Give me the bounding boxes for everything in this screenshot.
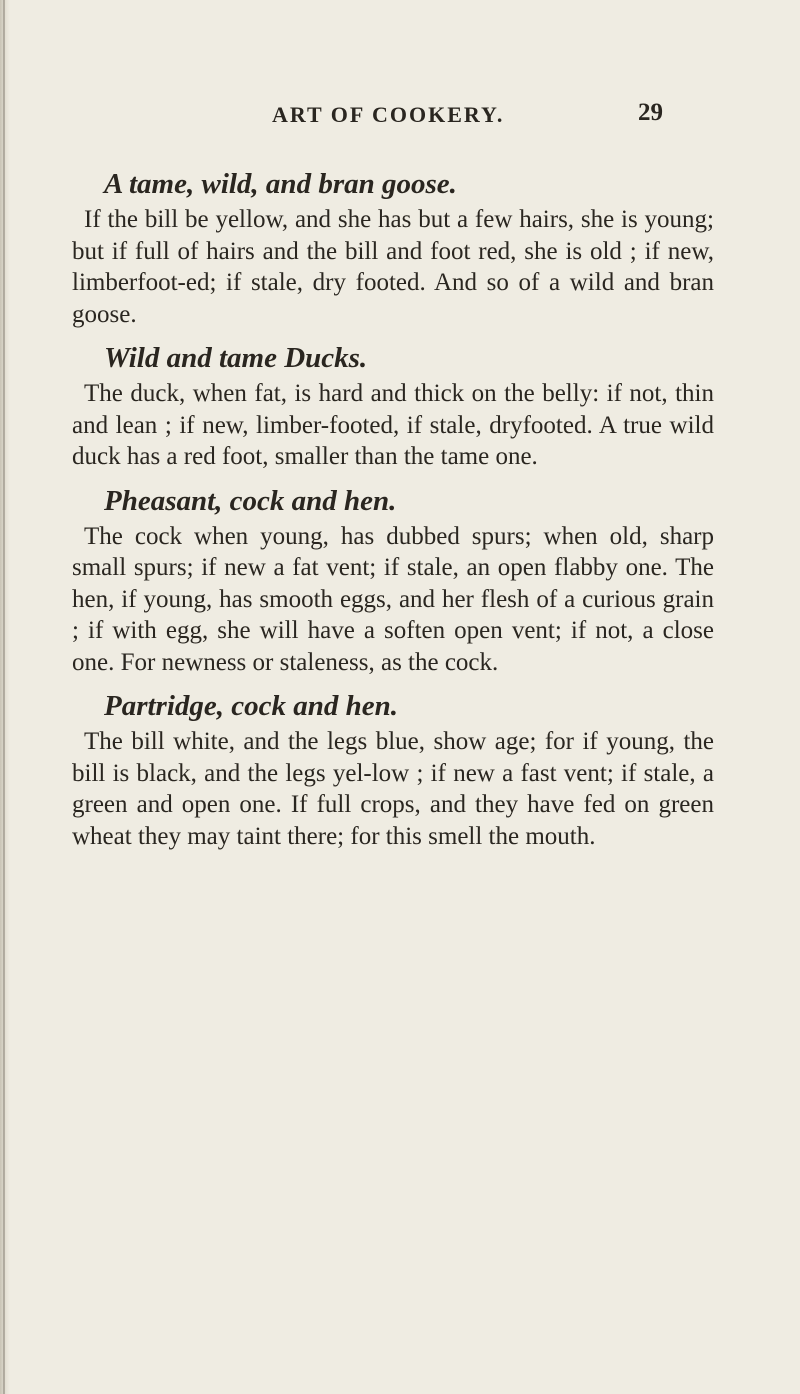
section-goose	[72, 166, 714, 330]
page-content	[72, 166, 714, 862]
page-edge-line	[3, 0, 5, 1394]
section-pheasant	[72, 483, 714, 679]
section-body: The bill white, and the legs blue, show age; for if young, the bill is black, and the legs yel-low ; if new a fast vent; if stale, a green and open one. If full crops, and they have fed on green wheat they may taint there; for this smell the mouth.	[72, 728, 714, 850]
running-title: ART OF COOKERY.	[272, 102, 505, 127]
section-body: If the bill be yellow, and she has but a few hairs, she is young; but if full of hairs and the bill and foot red, she is old ; if new, limberfoot-ed; if stale, dry footed. And so of a wild and bran goose.	[72, 206, 714, 328]
section-heading: Wild and tame Ducks.	[104, 342, 368, 374]
page-edge	[0, 0, 10, 1394]
section-ducks	[72, 340, 714, 473]
section-partridge	[72, 688, 714, 852]
section-heading: Partridge, cock and hen.	[104, 690, 399, 722]
section-body: The cock when young, has dubbed spurs; when old, sharp small spurs; if new a fat vent; if stale, an open flabby one. The hen, if young, has smooth eggs, and her flesh of a curious grain ; if with egg, she will have a soften open vent; if not, a close one. For newness or staleness, as the cock.	[72, 522, 714, 676]
page-number: 29	[638, 99, 663, 126]
section-heading: Pheasant, cock and hen.	[104, 484, 397, 517]
section-heading: A tame, wild, and bran goose.	[104, 168, 457, 200]
running-head	[0, 99, 800, 132]
section-body: The duck, when fat, is hard and thick on the belly: if not, thin and lean ; if new, limber-footed, if stale, dryfooted. A true wild duck has a red foot, smaller than the tame one.	[72, 380, 714, 470]
